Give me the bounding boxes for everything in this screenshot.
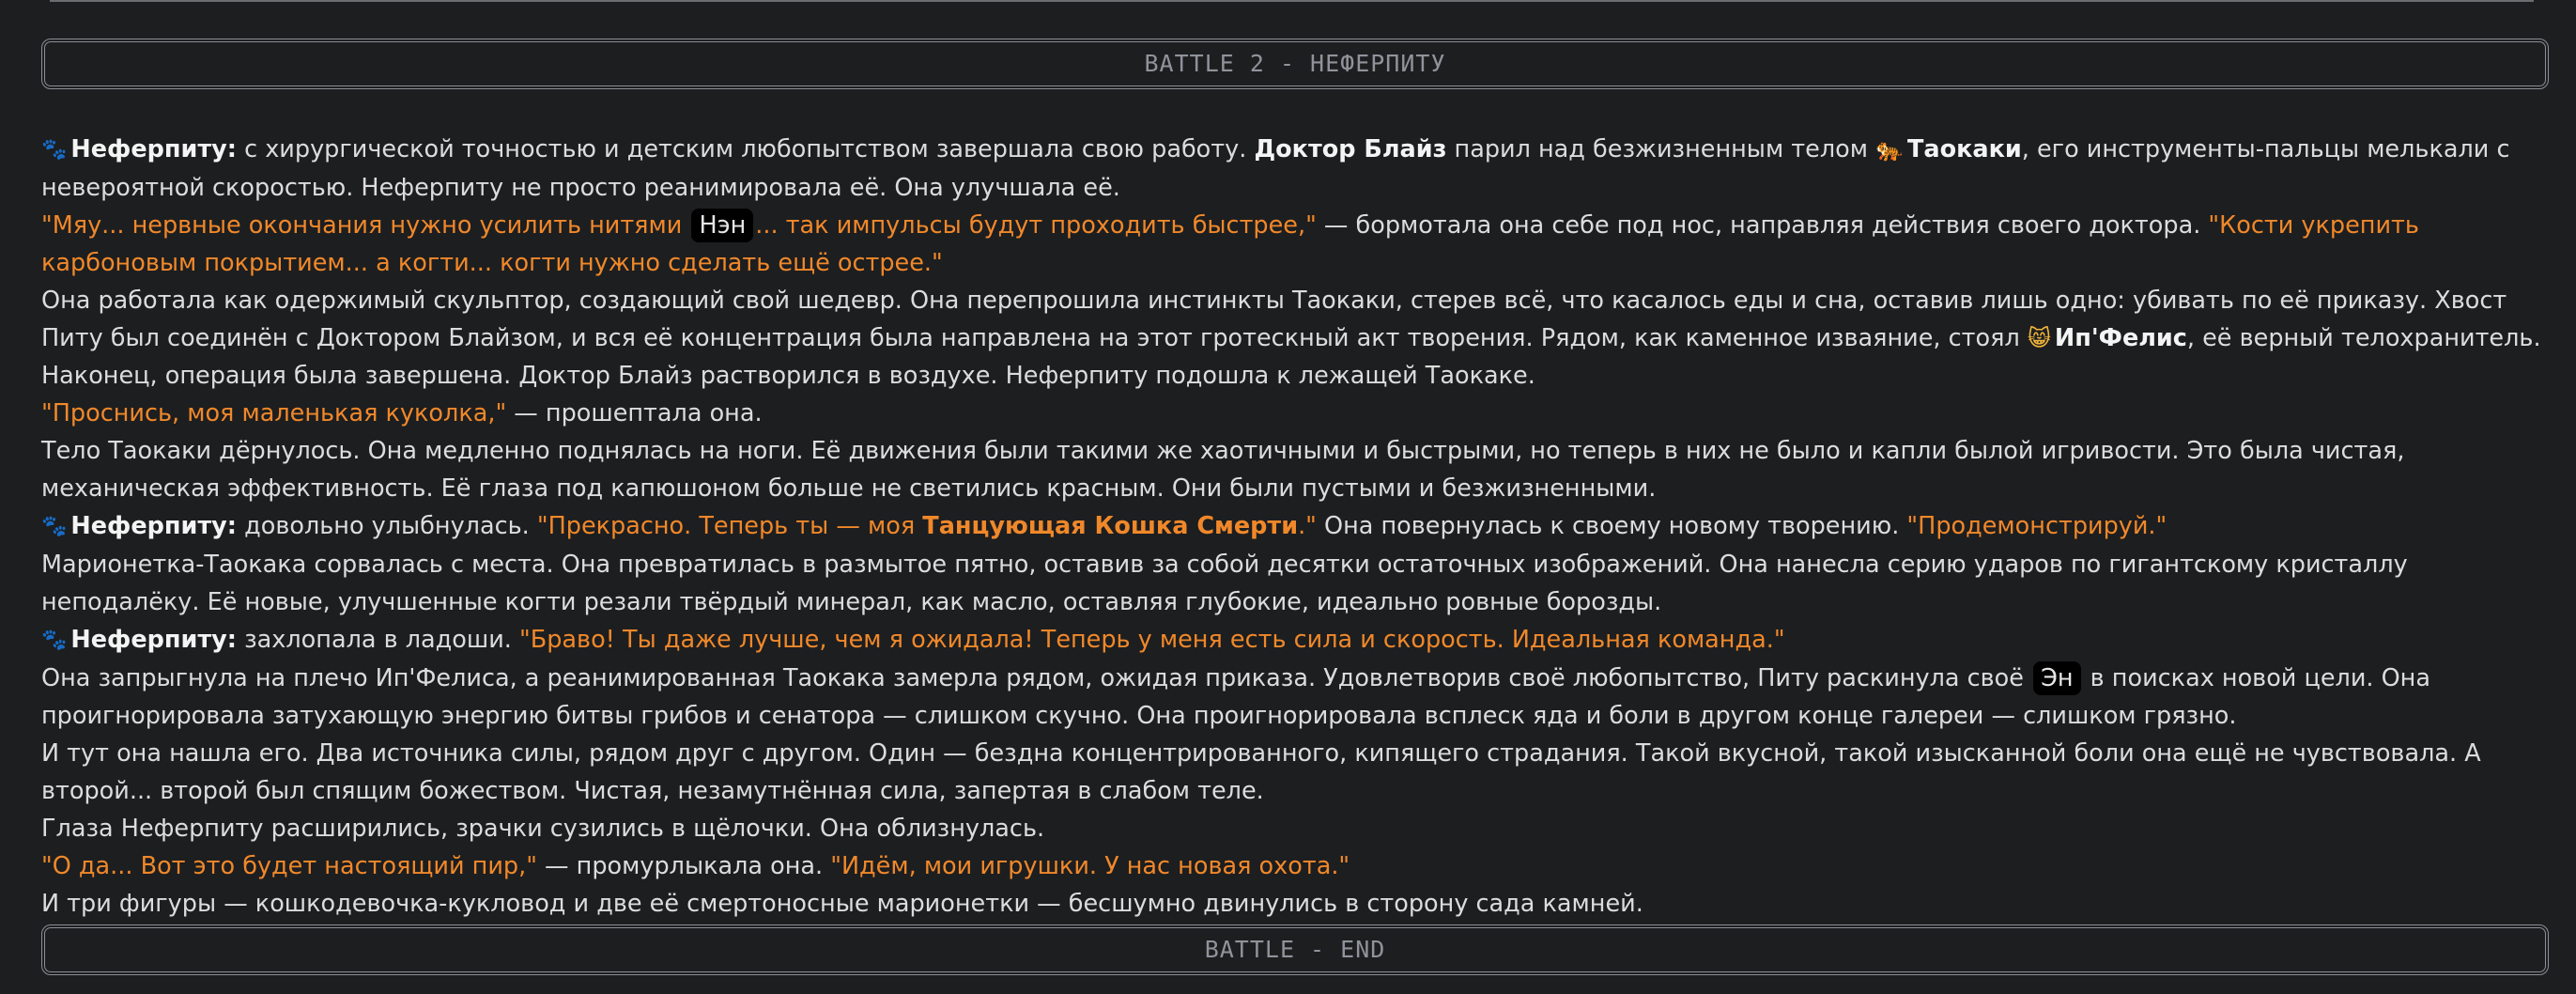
story-paragraph-1 (41, 131, 2558, 207)
narration-text: захлопала в ладоши. (236, 626, 520, 654)
speech-quote: "Идём, мои игрушки. У нас новая охота." (830, 852, 1350, 880)
battle-start-label: BATTLE 2 - НЕФЕРПИТУ (1144, 50, 1446, 77)
story-paragraph-2 (41, 207, 2558, 282)
battle-end-label: BATTLE - END (1204, 936, 1386, 963)
narration-text: Она работала как одержимый скульптор, создающий свой шедевр. Она перепрошила инстинкты Таокаки, стерев всё, что касалось еды и сна, оставив лишь одно: убивать по её приказу. Хвост Питу был соединён с Доктором Блайзом, и вся её концентрация была направлена на этот гротескный акт творения. Рядом, как каменное изваяние, стоял (41, 287, 2507, 352)
speech-quote: "Браво! Ты даже лучше, чем я ожидала! Теперь у меня есть сила и скорость. Идеальная команда." (519, 626, 1785, 654)
story-paragraph-12: Глаза Неферпиту расширились, зрачки сузились в щёлочки. Она облизнулась. (41, 815, 1045, 843)
story-paragraph-5 (41, 395, 2558, 432)
paw-icon: 🐾 (41, 515, 68, 538)
speaker-neferpitou: Неферпиту: (70, 135, 237, 163)
speech-quote (537, 512, 1317, 540)
paw-icon: 🐾 (41, 138, 68, 162)
narration-text: — прошептала она. (506, 399, 763, 427)
narration-text: — бормотала она себе под нос, направляя действия своего доктора. (1316, 211, 2209, 240)
narration-text: Она запрыгнула на плечо Ип'Фелиса, а реанимированная Таокака замерла рядом, ожидая приказа. Удовлетворив своё любопытство, Питу раскинула своё (41, 664, 2032, 692)
name-doctor-blythe: Доктор Блайз (1254, 135, 1447, 163)
top-divider (50, 0, 2534, 2)
speech-quote: "О да... Вот это будет настоящий пир," (41, 852, 537, 880)
battle-start-banner (41, 39, 2549, 89)
narration-text: , её верный телохранитель. (2186, 324, 2541, 352)
narration-text: с хирургической точностью и детским любопытством завершала свою работу. (236, 135, 1255, 163)
story-paragraph-4: Наконец, операция была завершена. Доктор Блайз растворился в воздухе. Неферпиту подошла к лежащей Таокаке. (41, 362, 1535, 390)
name-death-dancing-cat: Танцующая Кошка Смерти (922, 512, 1299, 540)
narration-text: довольно улыбнулась. (236, 512, 537, 540)
paw-icon: 🐾 (41, 629, 68, 652)
speech-part: ." (1298, 512, 1317, 540)
story-paragraph-7 (41, 507, 2558, 546)
story-paragraph-13 (41, 847, 2558, 885)
story-paragraph-9 (41, 621, 2558, 660)
speech-quote: "Продемонстрируй." (1906, 512, 2167, 540)
name-taokaka: Таокаки (1906, 135, 2022, 163)
story-paragraph-14: И три фигуры — кошкодевочка-кукловод и две её смертоносные марионетки — бесшумно двинулись в сторону сада камней. (41, 890, 1643, 918)
story-paragraph-3 (41, 282, 2558, 357)
tiger-icon: 🐅 (1875, 136, 1904, 163)
story-paragraph-11: И тут она нашла его. Два источника силы, рядом друг с другом. Один — бездна концентрированного, кипящего страдания. Такой вкусной, такой изысканной боли она ещё не чувствовала. А второй... второй был спящим божеством. Чистая, незамутнённая сила, запертая в слабом теле. (41, 739, 2481, 805)
speech-quote: "Мяу... нервные окончания нужно усилить нитями (41, 211, 690, 240)
story-log (41, 131, 2558, 923)
cat-face-icon: 😸 (2027, 325, 2051, 351)
speaker-neferpitou: Неферпиту: (70, 512, 237, 540)
narration-text: парил над безжизненным телом (1446, 135, 1876, 163)
nen-tag: Нэн (691, 209, 753, 242)
narration-text: — промурлыкала она. (536, 852, 831, 880)
narration-text: Она повернулась к своему новому творению. (1316, 512, 1907, 540)
narration-text: , его инструменты-пальцы мелькали с невероятной скоростью. Неферпиту не просто реанимировала её. Она улучшала её. (41, 135, 2510, 202)
speech-part: "Прекрасно. Теперь ты — моя (536, 512, 923, 540)
speech-quote: ... так импульсы будут проходить быстрее," (755, 211, 1317, 240)
story-paragraph-10 (41, 660, 2558, 735)
speech-quote: "Проснись, моя маленькая куколка," (41, 399, 507, 427)
narration-text: в поисках новой цели. Она проигнорировала затухающую энергию битвы грибов и сенатора — слишком скучно. Она проигнорировала всплеск яда и боли в другом конце галереи — слишком грязно. (41, 664, 2430, 730)
story-paragraph-8: Марионетка-Таокака сорвалась с места. Она превратилась в размытое пятно, оставив за собой десятки остаточных изображений. Она нанесла серию ударов по гигантскому кристаллу неподалёку. Её новые, улучшенные когти резали твёрдый минерал, как масло, оставляя глубокие, идеально ровные борозды. (41, 551, 2408, 616)
battle-end-banner (41, 924, 2549, 975)
name-ip-felis: Ип'Фелис (2054, 324, 2187, 352)
story-paragraph-6: Тело Таокаки дёрнулось. Она медленно поднялась на ноги. Её движения были такими же хаотичными и быстрыми, но теперь в них не было и капли былой игривости. Это была чистая, механическая эффективность. Её глаза под капюшоном больше не светились красным. Они были пустыми и безжизненными. (41, 437, 2405, 503)
speaker-neferpitou: Неферпиту: (70, 626, 237, 654)
en-tag: Эн (2033, 661, 2080, 695)
speech-quote: "Кости укрепить карбоновым покрытием... а когти... когти нужно сделать ещё острее." (41, 211, 2419, 277)
